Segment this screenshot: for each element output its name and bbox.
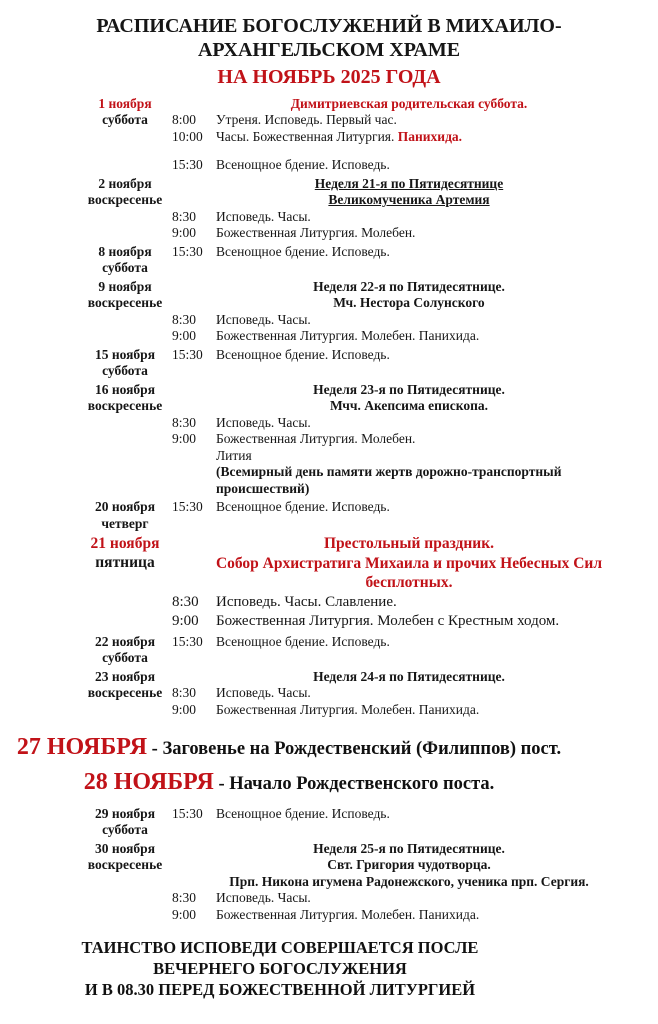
service-text xyxy=(216,612,646,632)
service-text xyxy=(216,499,646,516)
date-label: 9 ноября xyxy=(98,278,152,294)
weekday-label: суббота xyxy=(102,363,148,379)
page-subtitle: НА НОЯБРЬ 2025 ГОДА xyxy=(217,65,441,88)
feast-heading: Прп. Никона игумена Радонежского, ученика прп. Сергия. xyxy=(229,873,589,889)
service-time: 15:30 xyxy=(172,346,203,362)
service-text xyxy=(216,702,646,719)
service-time: 8:30 xyxy=(172,208,197,224)
service-text xyxy=(216,112,646,129)
date-label: 23 ноября xyxy=(94,668,155,684)
day-block xyxy=(0,244,658,277)
feast-heading: Неделя 21-я по Пятидесятнице xyxy=(314,175,504,191)
footer-note-line: ТАИНСТВО ИСПОВЕДИ СОВЕРШАЕТСЯ ПОСЛЕ xyxy=(81,938,479,958)
footer-note-line: ВЕЧЕРНЕГО БОГОСЛУЖЕНИЯ xyxy=(153,959,407,979)
date-column xyxy=(78,279,172,345)
service-row xyxy=(172,634,646,651)
announcement-text: - Заговенье на Рождественский (Филиппов) пост. xyxy=(147,739,562,760)
row-gap xyxy=(172,145,646,157)
service-text xyxy=(216,431,646,448)
day-content xyxy=(172,806,646,839)
announcement-line xyxy=(0,730,578,765)
date-column xyxy=(78,534,172,632)
service-time: 15:30 xyxy=(172,805,203,821)
date-column xyxy=(78,176,172,242)
service-time: 9:00 xyxy=(172,613,199,630)
weekday-label: пятница xyxy=(95,554,155,572)
day-content xyxy=(172,96,646,174)
service-row xyxy=(172,448,646,465)
day-content xyxy=(172,244,646,277)
announcement-date: 27 НОЯБРЯ xyxy=(16,734,148,761)
day-content xyxy=(172,347,646,380)
announcement-text: - Начало Рождественского поста. xyxy=(213,774,495,795)
service-text-part: Лития xyxy=(216,447,252,463)
weekday-label: воскресенье xyxy=(87,685,163,701)
date-label: 2 ноября xyxy=(98,175,152,191)
service-text-part: Исповедь. Часы. xyxy=(216,685,311,701)
day-block xyxy=(0,347,658,380)
service-text-part: Исповедь. Часы. xyxy=(216,311,311,327)
service-time: 8:30 xyxy=(172,593,199,610)
date-column xyxy=(78,669,172,719)
service-text-part: Всенощное бдение. Исповедь. xyxy=(216,633,390,649)
day-content xyxy=(172,499,646,532)
feast-heading: Свт. Григория чудотворца. xyxy=(327,857,491,873)
service-text xyxy=(216,328,646,345)
service-time: 8:30 xyxy=(172,890,197,906)
service-row xyxy=(172,431,646,448)
service-text-part: Божественная Литургия. Молебен. Панихида. xyxy=(216,906,480,922)
service-text-part: Божественная Литургия. Молебен. Панихида. xyxy=(216,701,480,717)
day-block xyxy=(0,382,658,498)
day-content xyxy=(172,279,646,345)
day-block xyxy=(0,634,658,667)
service-text xyxy=(216,415,646,432)
date-column xyxy=(78,806,172,839)
date-label: 22 ноября xyxy=(94,633,155,649)
day-block xyxy=(0,499,658,532)
service-text xyxy=(216,806,646,823)
service-text-part: Божественная Литургия. Молебен. Панихида. xyxy=(216,328,480,344)
service-text xyxy=(216,129,646,146)
feast-heading: Неделя 22-я по Пятидесятнице. xyxy=(313,278,505,294)
day-content xyxy=(172,634,646,667)
weekday-label: суббота xyxy=(102,650,148,666)
feast-heading: Престольный праздник. xyxy=(323,535,495,553)
service-row xyxy=(172,312,646,329)
service-text-part: Всенощное бдение. Исповедь. xyxy=(216,346,390,362)
service-text xyxy=(216,685,646,702)
day-block xyxy=(0,279,658,345)
date-column xyxy=(78,244,172,277)
service-text-part: Божественная Литургия. Молебен с Крестным ходом. xyxy=(216,613,560,630)
service-text xyxy=(216,347,646,364)
footer-note xyxy=(0,937,560,1000)
date-label: 30 ноября xyxy=(94,840,155,856)
service-text xyxy=(216,157,646,174)
feast-heading: Димитриевская родительская суббота. xyxy=(290,95,528,111)
day-block xyxy=(0,176,658,242)
service-row xyxy=(172,806,646,823)
service-row xyxy=(172,157,646,174)
day-block xyxy=(0,669,658,719)
service-text xyxy=(216,890,646,907)
service-time xyxy=(172,464,216,497)
service-text-part: Утреня. Исповедь. Первый час. xyxy=(216,112,397,128)
service-row xyxy=(172,464,646,497)
feast-heading: Неделя 23-я по Пятидесятнице. xyxy=(313,381,505,397)
service-row xyxy=(172,244,646,261)
feast-heading: Мч. Нестора Солунского xyxy=(333,295,485,311)
service-time: 8:30 xyxy=(172,414,197,430)
date-label: 1 ноября xyxy=(98,95,152,111)
weekday-label: суббота xyxy=(102,260,148,276)
day-content xyxy=(172,534,646,632)
date-column xyxy=(78,382,172,498)
service-text-part: Божественная Литургия. Молебен. xyxy=(216,431,416,447)
date-column xyxy=(78,347,172,380)
service-time: 9:00 xyxy=(172,225,197,241)
service-row xyxy=(172,702,646,719)
feast-heading: Великомученика Артемия xyxy=(328,192,490,208)
service-row xyxy=(172,415,646,432)
date-label: 21 ноября xyxy=(90,535,160,553)
feast-heading: Мчч. Акепсима епископа. xyxy=(330,398,488,414)
service-time: 8:30 xyxy=(172,311,197,327)
date-label: 8 ноября xyxy=(98,243,152,259)
service-row xyxy=(172,225,646,242)
weekday-label: воскресенье xyxy=(87,192,163,208)
feast-heading: Собор Архистратига Михаила и прочих Небесных Сил бесплотных. xyxy=(215,554,603,592)
day-content xyxy=(172,669,646,719)
feast-heading: Неделя 25-я по Пятидесятнице. xyxy=(313,840,505,856)
service-time: 9:00 xyxy=(172,906,197,922)
day-block xyxy=(0,841,658,924)
service-row xyxy=(172,112,646,129)
service-row xyxy=(172,129,646,146)
service-text xyxy=(216,225,646,242)
service-row xyxy=(172,328,646,345)
service-text xyxy=(216,448,646,465)
announcement xyxy=(0,730,578,800)
date-label: 16 ноября xyxy=(94,381,155,397)
service-text-part: (Всемирный день памяти жертв дорожно-транспортный происшествий) xyxy=(216,464,562,496)
day-block xyxy=(0,96,658,174)
service-text-part: Всенощное бдение. Исповедь. xyxy=(216,157,390,173)
service-time xyxy=(172,448,216,465)
day-content xyxy=(172,841,646,924)
weekday-label: воскресенье xyxy=(87,857,163,873)
weekday-label: воскресенье xyxy=(87,295,163,311)
service-text xyxy=(216,464,646,497)
service-row xyxy=(172,907,646,924)
day-block xyxy=(0,534,658,632)
announcement-line xyxy=(0,765,578,800)
announcement-date: 28 НОЯБРЯ xyxy=(83,769,214,796)
service-time: 15:30 xyxy=(172,633,203,649)
service-time: 8:00 xyxy=(172,112,197,128)
page-title: РАСПИСАНИЕ БОГОСЛУЖЕНИЙ В МИХАИЛО-АРХАНГЕЛЬСКОМ ХРАМЕ xyxy=(96,15,562,62)
service-time: 9:00 xyxy=(172,431,197,447)
day-content xyxy=(172,382,646,498)
service-text-part: Часы. Божественная Литургия. xyxy=(216,128,398,144)
service-text-part: Исповедь. Часы. xyxy=(216,890,311,906)
date-label: 29 ноября xyxy=(94,805,155,821)
weekday-label: суббота xyxy=(102,112,148,128)
date-column xyxy=(78,841,172,924)
service-text-part: Исповедь. Часы. xyxy=(216,414,311,430)
weekday-label: суббота xyxy=(102,822,148,838)
service-time: 9:00 xyxy=(172,701,197,717)
service-text-part: Всенощное бдение. Исповедь. xyxy=(216,243,390,259)
service-time: 15:30 xyxy=(172,243,203,259)
service-row xyxy=(172,499,646,516)
service-text-part: Божественная Литургия. Молебен. xyxy=(216,225,416,241)
service-text-part: Всенощное бдение. Исповедь. xyxy=(216,805,390,821)
service-text-part: Исповедь. Часы. xyxy=(216,208,311,224)
service-text xyxy=(216,312,646,329)
service-time: 10:00 xyxy=(172,128,203,144)
weekday-label: воскресенье xyxy=(87,398,163,414)
service-row xyxy=(172,593,646,613)
day-block xyxy=(0,806,658,839)
feast-heading: Неделя 24-я по Пятидесятнице. xyxy=(313,668,505,684)
service-time: 15:30 xyxy=(172,157,203,173)
service-text xyxy=(216,593,646,613)
schedule-list xyxy=(0,96,658,924)
date-label: 20 ноября xyxy=(94,499,155,515)
service-text xyxy=(216,244,646,261)
date-column xyxy=(78,634,172,667)
service-time: 8:30 xyxy=(172,685,197,701)
service-text-part: Панихида. xyxy=(397,128,463,144)
service-text xyxy=(216,907,646,924)
weekday-label: четверг xyxy=(101,515,149,531)
service-row xyxy=(172,612,646,632)
service-text-part: Всенощное бдение. Исповедь. xyxy=(216,499,390,515)
date-column xyxy=(78,96,172,174)
service-time: 9:00 xyxy=(172,328,197,344)
service-row xyxy=(172,347,646,364)
date-label: 15 ноября xyxy=(94,346,155,362)
service-text xyxy=(216,634,646,651)
service-text xyxy=(216,209,646,226)
date-column xyxy=(78,499,172,532)
service-row xyxy=(172,890,646,907)
day-content xyxy=(172,176,646,242)
service-row xyxy=(172,209,646,226)
service-row xyxy=(172,685,646,702)
service-time: 15:30 xyxy=(172,499,203,515)
footer-note-line: И В 08.30 ПЕРЕД БОЖЕСТВЕННОЙ ЛИТУРГИЕЙ xyxy=(84,980,476,1000)
service-text-part: Исповедь. Часы. Славление. xyxy=(216,593,397,610)
